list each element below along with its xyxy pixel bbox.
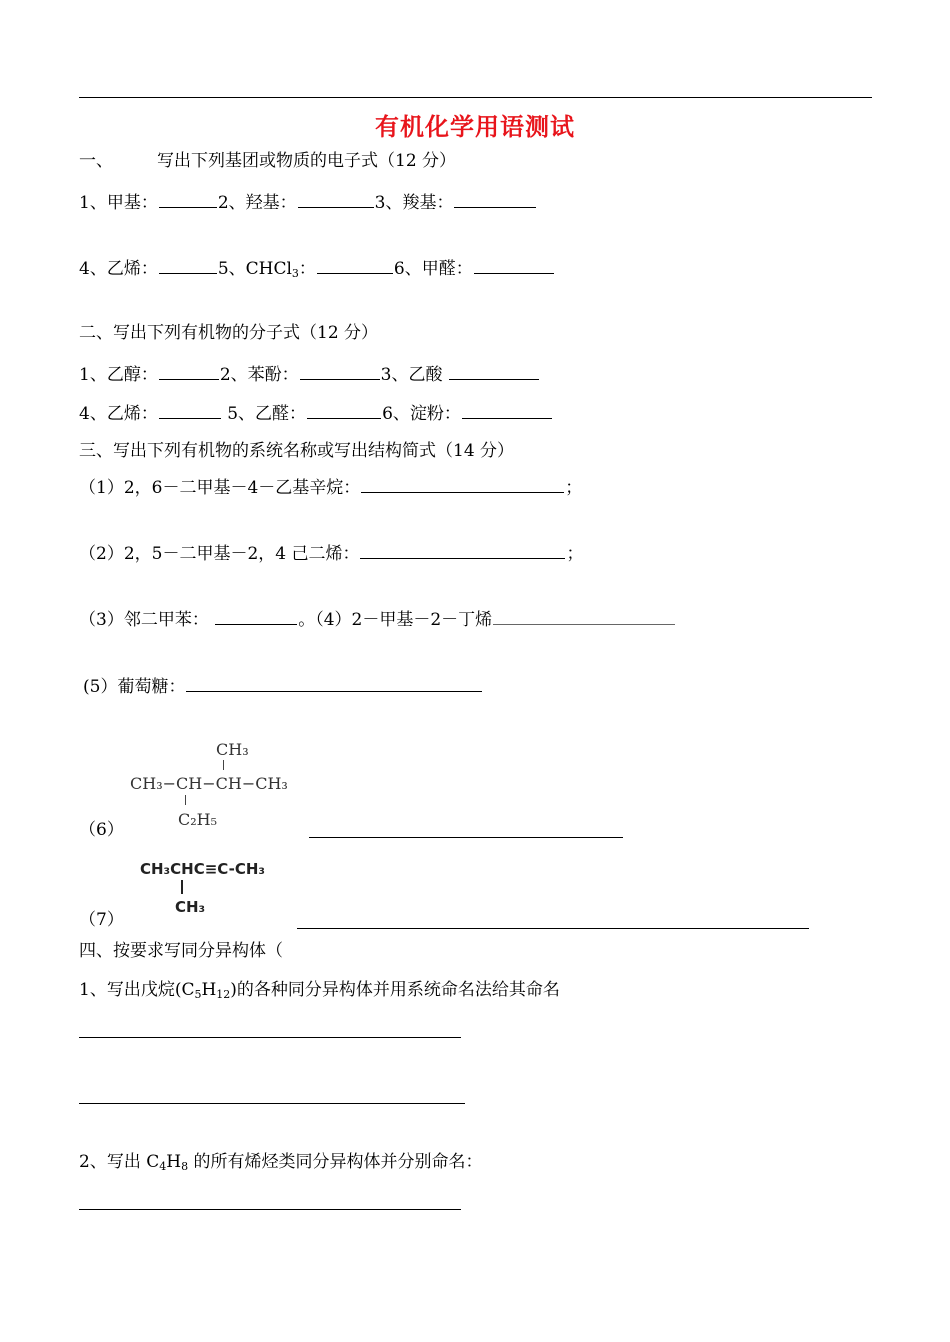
s2-q6-label: 6、淀粉： [382, 404, 461, 424]
s1-q6-answer-field[interactable] [474, 256, 554, 274]
s2-row1 [79, 362, 540, 386]
s1-q3-label: 3、羧基： [374, 193, 454, 213]
structure-7 [140, 860, 300, 920]
section1-title: 写出下列基团或物质的电子式（12 分） [157, 151, 457, 171]
s1-q1-label: 1、甲基： [79, 193, 158, 213]
page-title: 有机化学用语测试 [375, 112, 575, 141]
struct6-main-chain: CH₃−CH−CH−CH₃ [130, 774, 288, 793]
s3-q1-semicolon: ； [565, 478, 583, 498]
s1-q6-label: 6、甲醛： [393, 259, 473, 279]
s2-q2-label: 2、苯酚： [219, 365, 299, 385]
s3-q6-answer-field[interactable] [309, 837, 623, 838]
s3-q7-answer-field[interactable] [297, 928, 809, 929]
s4-q1: 1、写出戊烷$(C_5H_{12})$的各种同分异构体并用系统命名法给其命名 [79, 980, 560, 1001]
top-rule [79, 97, 872, 98]
struct6-top-bond [223, 760, 224, 770]
s2-row2 [79, 401, 553, 425]
s2-q5-answer-field[interactable] [307, 401, 381, 419]
s1-row2 [79, 256, 555, 280]
section3-heading: 三、写出下列有机物的系统名称或写出结构简式（14 分） [79, 441, 515, 461]
s3-q2-semicolon: ； [566, 544, 584, 564]
s3-q1 [79, 475, 582, 499]
s1-row1 [79, 190, 537, 214]
structure-6 [130, 740, 310, 835]
s3-q4-label: （4）2－甲基－2－丁烯 [315, 610, 493, 630]
section1-number: 一、 [79, 151, 113, 171]
s2-q5-label: 5、乙醛： [221, 404, 307, 424]
s4-q1-answer-line-2[interactable] [79, 1103, 465, 1104]
s1-q2-label: 2、羟基： [217, 193, 297, 213]
s1-q4-answer-field[interactable] [159, 256, 217, 274]
section2-heading: 二、写出下列有机物的分子式（12 分） [79, 323, 379, 343]
s4-q2: 2、写出 $C_4H_8$ 的所有烯烃类同分异构体并分别命名： [79, 1152, 483, 1173]
s1-q2-answer-field[interactable] [298, 190, 374, 208]
struct6-bottom-group: C₂H₅ [178, 810, 218, 829]
s3-q6-label: （6） [79, 820, 124, 840]
struct6-bottom-bond [185, 795, 186, 805]
s1-q5-label: 5、CHCl$_3$： [217, 259, 316, 280]
s2-q3-answer-field[interactable] [449, 362, 539, 380]
s2-q1-label: 1、乙醇： [79, 365, 158, 385]
section1-heading [79, 150, 457, 172]
s3-q3-q4 [79, 607, 676, 631]
s3-q7-label: （7） [79, 910, 124, 930]
struct7-bond [181, 880, 183, 894]
s3-q5 [83, 674, 483, 698]
struct7-main-chain: CH₃CHC≡C-CH₃ [140, 860, 265, 878]
s3-q3-answer-field[interactable] [215, 607, 297, 625]
s4-q1-answer-line-1[interactable] [79, 1037, 461, 1038]
struct7-bottom-group: CH₃ [175, 898, 206, 916]
s2-q2-answer-field[interactable] [300, 362, 380, 380]
section4-heading: 四、按要求写同分异构体（ [79, 941, 283, 961]
s1-q3-answer-field[interactable] [454, 190, 536, 208]
s3-q1-label: （1）2，6－二甲基－4－乙基辛烷： [79, 478, 361, 498]
s4-q2-answer-line[interactable] [79, 1209, 461, 1210]
s3-q2-label: （2）2，5－二甲基－2，4 己二烯： [79, 544, 360, 564]
s2-q4-answer-field[interactable] [159, 401, 221, 419]
s2-q6-answer-field[interactable] [462, 401, 552, 419]
s1-q4-label: 4、乙烯： [79, 259, 158, 279]
s3-q5-label: (5）葡萄糖： [83, 677, 186, 697]
s3-q5-answer-field[interactable] [186, 674, 482, 692]
s2-q4-label: 4、乙烯： [79, 404, 158, 424]
s3-q1-answer-field[interactable] [361, 475, 564, 493]
s3-q2-answer-field[interactable] [360, 541, 565, 559]
s1-q5-answer-field[interactable] [317, 256, 393, 274]
s2-q1-answer-field[interactable] [159, 362, 219, 380]
s2-q3-label: 3、乙酸 [380, 365, 448, 385]
s3-q3-period: 。 [298, 610, 316, 630]
s1-q1-answer-field[interactable] [159, 190, 217, 208]
s3-q3-label: （3）邻二甲苯： [79, 610, 215, 630]
s3-q2 [79, 541, 583, 565]
struct6-top-group: CH₃ [216, 740, 249, 759]
s3-q4-answer-field[interactable] [493, 607, 675, 625]
